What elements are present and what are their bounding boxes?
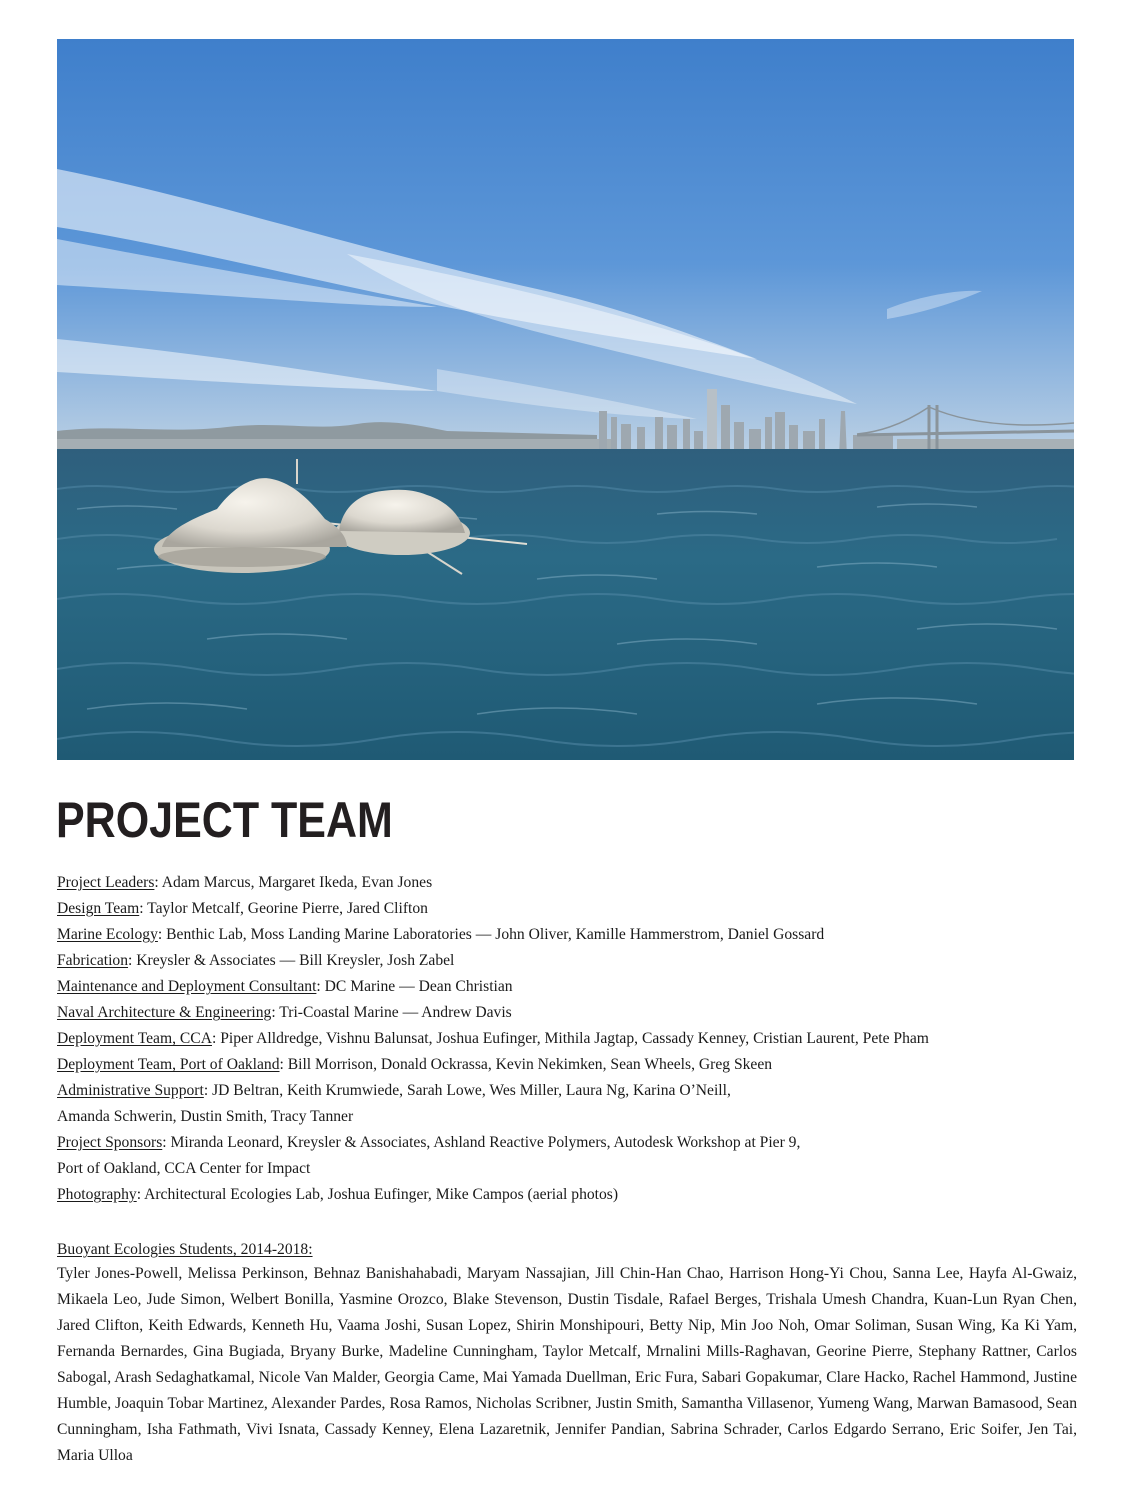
credit-text: : JD Beltran, Keith Krumwiede, Sarah Lowe, Wes Miller, Laura Ng, Karina O’Neill, xyxy=(203,1082,731,1099)
credit-label: Project Leaders xyxy=(57,874,155,891)
credit-text: : Tri-Coastal Marine — Andrew Davis xyxy=(271,1004,512,1021)
credits-list xyxy=(57,870,1077,1208)
credit-row xyxy=(57,948,1077,974)
students-heading: Buoyant Ecologies Students, 2014-2018: xyxy=(57,1241,313,1258)
credit-row xyxy=(57,974,1077,1000)
credit-row-continuation: Port of Oakland, CCA Center for Impact xyxy=(57,1160,311,1177)
credit-row xyxy=(57,1182,1077,1208)
credit-text: : DC Marine — Dean Christian xyxy=(316,978,513,995)
credit-text: : Kreysler & Associates — Bill Kreysler, Josh Zabel xyxy=(128,952,455,969)
credit-row xyxy=(57,1000,1077,1026)
credit-text: : Bill Morrison, Donald Ockrassa, Kevin Nekimken, Sean Wheels, Greg Skeen xyxy=(279,1056,773,1073)
hero-photo-bay-float xyxy=(57,39,1074,760)
sea xyxy=(57,449,1074,760)
credit-label: Naval Architecture & Engineering xyxy=(57,1004,272,1021)
credit-label: Maintenance and Deployment Consultant xyxy=(57,978,317,995)
credit-label: Design Team xyxy=(57,900,140,917)
credit-text: : Taylor Metcalf, Georine Pierre, Jared Clifton xyxy=(139,900,428,917)
credit-row xyxy=(57,1052,1077,1078)
credit-text: : Piper Alldredge, Vishnu Balunsat, Joshua Eufinger, Mithila Jagtap, Cassady Kenney, Cristian Laurent, Pete Pham xyxy=(211,1030,929,1047)
credit-row xyxy=(57,922,1077,948)
page-title: PROJECT TEAM xyxy=(56,792,393,848)
credit-text: : Architectural Ecologies Lab, Joshua Eufinger, Mike Campos (aerial photos) xyxy=(136,1186,619,1203)
credit-label: Deployment Team, Port of Oakland xyxy=(57,1056,280,1073)
credit-label: Administrative Support xyxy=(57,1082,204,1099)
credit-label: Deployment Team, CCA xyxy=(57,1030,212,1047)
credit-row xyxy=(57,1078,1077,1104)
students-names: Tyler Jones-Powell, Melissa Perkinson, Behnaz Banishahabadi, Maryam Nassajian, Jill Chin-Han Chao, Harrison Hong-Yi Chou, Sanna Lee, Hayfa Al-Gwaiz, Mikaela Leo, Jude Simon, Welbert Bonilla, Yasmine Orozco, Blake Stevenson, Dustin Tisdale, Rafael Berges, Trishala Umesh Chandra, Kuan-Lun Ryan Chen, Jared Clifton, Keith Edwards, Kenneth Hu, Vaama Joshi, Susan Lopez, Shirin Monshipouri, Betty Nip, Min Joo Noh, Omar Soliman, Susan Wing, Ka Ki Yam, Fernanda Bernardes, Gina Bugiada, Bryany Burke, Madeline Cunningham, Taylor Metcalf, Mrnalini Mills-Raghavan, Georine Pierre, Stephany Rattner, Carlos Sabogal, Arash Sedaghatkamal, Nicole Van Malder, Georgia Came, Mai Yamada Duellman, Eric Fura, Sabari Gopakumar, Clare Hacko, Rachel Hammond, Justine Humble, Joaquin Tobar Martinez, Alexander Pardes, Rosa Ramos, Nicholas Scribner, Justin Smith, Samantha Villasenor, Yumeng Wang, Marwan Bamasood, Sean Cunningham, Isha Fathmath, Vivi Isnata, Cassady Kenney, Elena Lazaretnik, Jennifer Pandian, Sabrina Schrader, Carlos Edgardo Serrano, Eric Soifer, Jen Tai, Maria Ulloa xyxy=(57,1265,1077,1464)
credit-text: : Benthic Lab, Moss Landing Marine Laboratories — John Oliver, Kamille Hammerstrom, Daniel Gossard xyxy=(157,926,825,943)
credit-label: Fabrication xyxy=(57,952,129,969)
credit-row xyxy=(57,896,1077,922)
credit-label: Photography xyxy=(57,1186,137,1203)
credit-row xyxy=(57,1130,1077,1156)
credit-row xyxy=(57,870,1077,896)
credit-text: : Miranda Leonard, Kreysler & Associates, Ashland Reactive Polymers, Autodesk Workshop at Pier 9, xyxy=(162,1134,801,1151)
credit-label: Project Sponsors xyxy=(57,1134,163,1151)
credit-text: : Adam Marcus, Margaret Ikeda, Evan Jones xyxy=(154,874,433,891)
credit-row xyxy=(57,1026,1077,1052)
credit-label: Marine Ecology xyxy=(57,926,158,943)
credit-row-continuation: Amanda Schwerin, Dustin Smith, Tracy Tanner xyxy=(57,1108,354,1125)
